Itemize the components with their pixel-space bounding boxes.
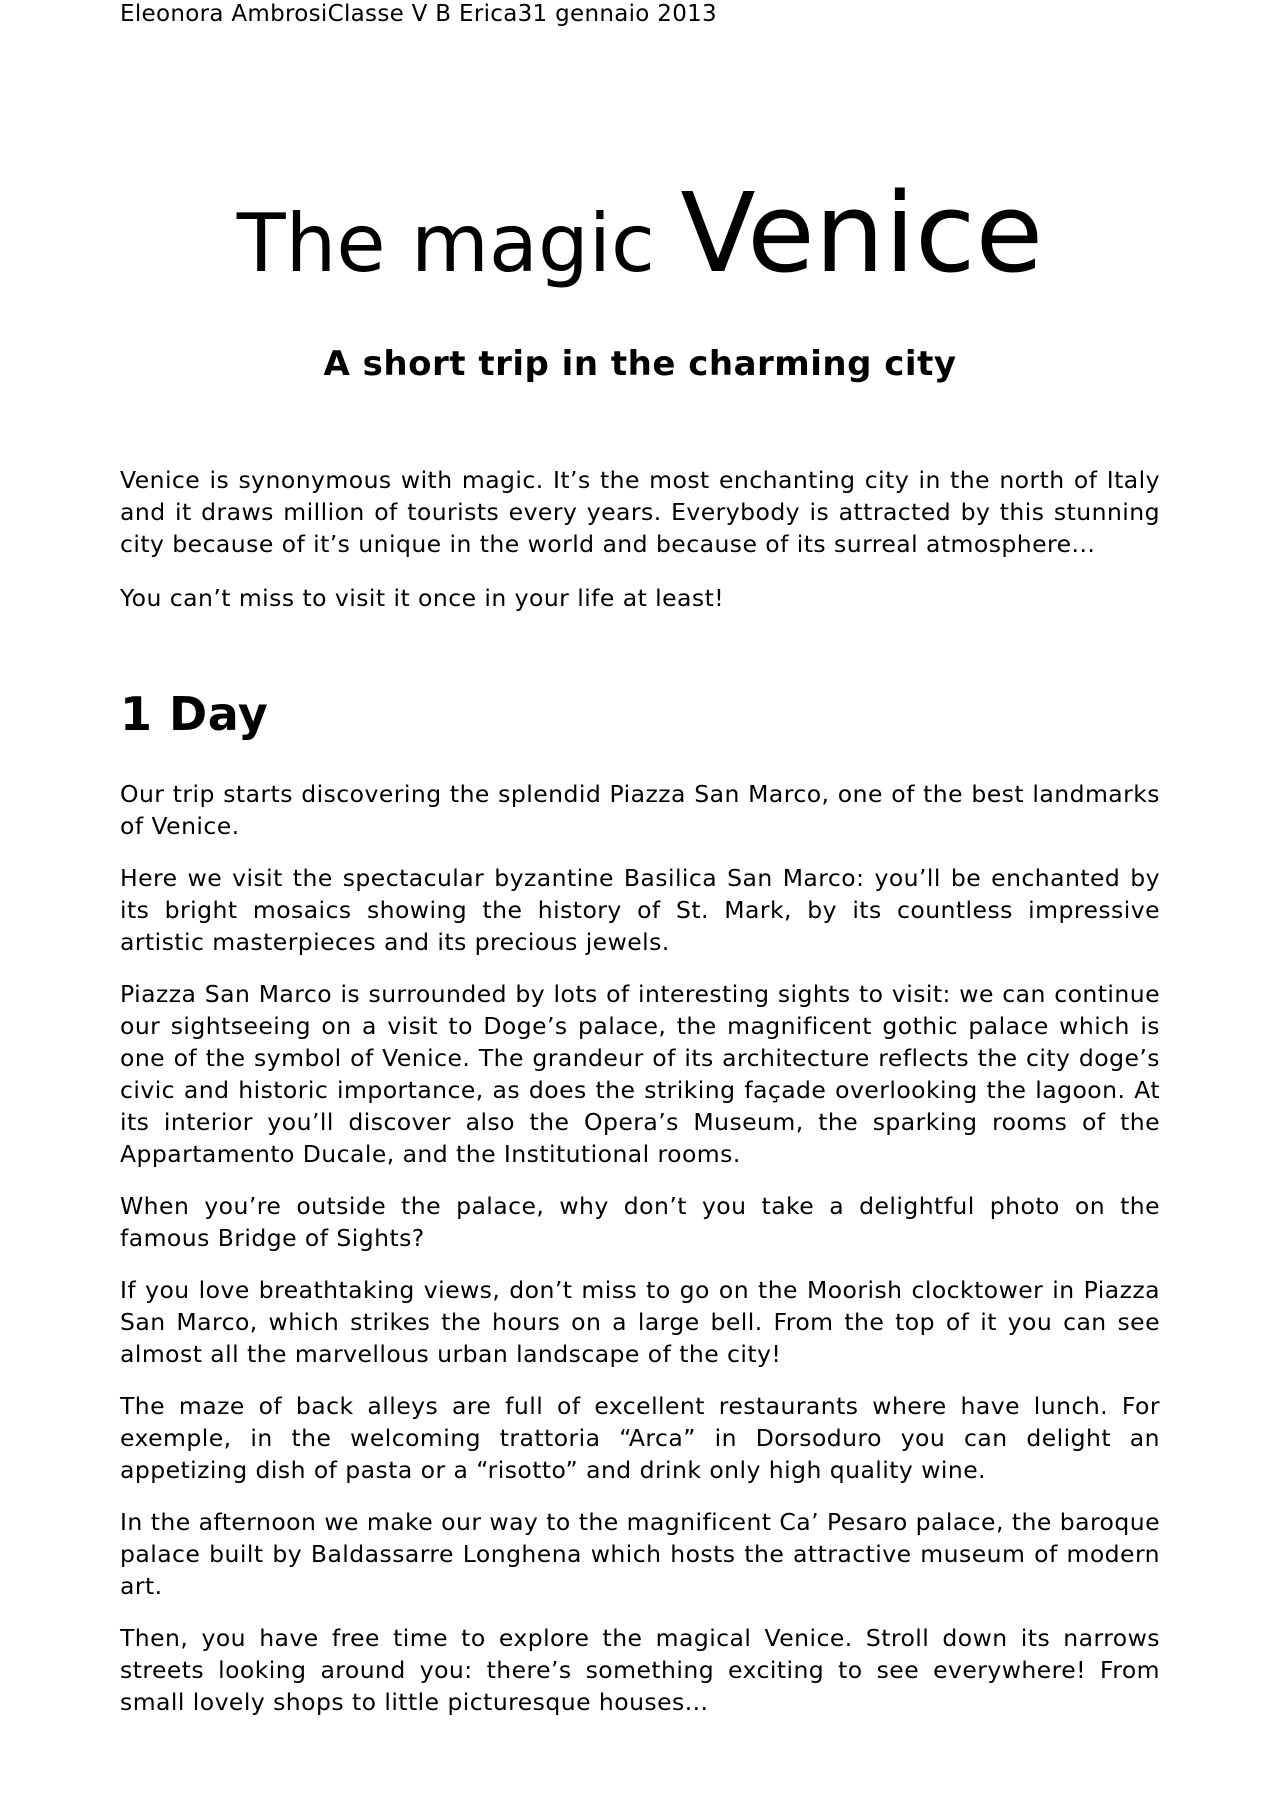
day-1-paragraph: Piazza San Marco is surrounded by lots of interesting sights to visit: we can continue our sightseeing on a visit to Doge’s palace, the magnificent gothic palace which is one of the symbol of Venice. The grandeur of its architecture reflects the city doge’s civic and historic importance, as does the striking façade overlooking the lagoon. At its interior you’ll discover also the Opera’s Museum, the sparking rooms of the Appartamento Ducale, and the Institutional rooms.	[120, 980, 1160, 1168]
title-part-venice: Venice	[680, 169, 1044, 297]
day-1-paragraph: If you love breathtaking views, don’t miss to go on the Moorish clocktower in Piazza San Marco, which strikes the hours on a large bell. From the top of it you can see almost all the marvellous urban landscape of the city!	[120, 1276, 1160, 1368]
intro-paragraph: You can’t miss to visit it once in your life at least!	[120, 584, 725, 612]
day-1-paragraph: Here we visit the spectacular byzantine Basilica San Marco: you’ll be enchanted by its bright mosaics showing the history of St. Mark, by its countless impressive artistic masterpieces and its precious jewels.	[120, 864, 1160, 956]
document-page	[120, 0, 1160, 1718]
title-part-the-magic: The magic	[236, 197, 681, 290]
document-title	[120, 169, 1160, 297]
day-1-paragraph: The maze of back alleys are full of excellent restaurants where have lunch. For exemple, in the welcoming trattoria “Arca” in Dorsoduro you can delight an appetizing dish of pasta or a “risotto” and drink only high quality wine.	[120, 1392, 1160, 1484]
intro-section	[120, 464, 1160, 614]
document-subtitle: A short trip in the charming city	[323, 344, 957, 384]
day-1-paragraph: When you’re outside the palace, why don’t you take a delightful photo on the famous Bridge of Sights?	[120, 1192, 1160, 1252]
document-header-meta: Eleonora AmbrosiClasse V B Erica31 gennaio 2013	[120, 1, 717, 27]
intro-paragraph: Venice is synonymous with magic. It’s the most enchanting city in the north of Italy and it draws million of tourists every years. Everybody is attracted by this stunning city because of it’s unique in the world and because of its surreal atmosphere...	[120, 466, 1160, 558]
section-heading-day-1: 1 Day	[120, 687, 269, 741]
day-1-paragraph: In the afternoon we make our way to the magnificent Ca’ Pesaro palace, the baroque palace built by Baldassarre Longhena which hosts the attractive museum of modern art.	[120, 1508, 1160, 1600]
day-1-paragraph: Then, you have free time to explore the magical Venice. Stroll down its narrows streets looking around you: there’s something exciting to see everywhere! From small lovely shops to little picturesque houses...	[120, 1624, 1160, 1716]
day-1-section	[120, 778, 1160, 1718]
day-1-paragraph: Our trip starts discovering the splendid Piazza San Marco, one of the best landmarks of Venice.	[120, 780, 1160, 840]
